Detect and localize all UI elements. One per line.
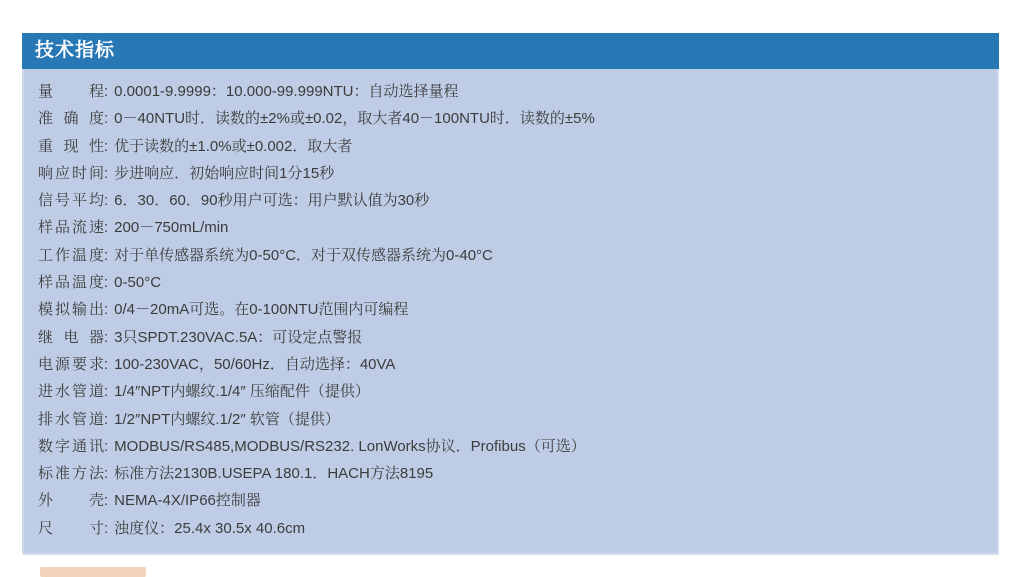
spec-label: 外 壳 <box>38 492 104 510</box>
spec-value: 标准方法2130B.USEPA 180.1．HACH方法8195 <box>114 465 434 483</box>
spec-value: 浊度仪：25.4x 30.5x 40.6cm <box>114 519 306 537</box>
spec-label: 工作温度 <box>38 246 104 264</box>
spec-value: 0－40NTU时．读数的±2%或±0.02，取大者40－100NTU时．读数的±5% <box>114 110 595 128</box>
spec-value: MODBUS/RS485,MODBUS/RS232. LonWorks协议．Profibus（可选） <box>114 437 586 455</box>
spec-label: 尺 寸 <box>38 519 104 537</box>
spec-separator: : <box>104 110 109 128</box>
spec-list <box>22 69 999 555</box>
spec-row <box>38 324 983 351</box>
spec-row <box>38 133 983 160</box>
spec-separator: : <box>104 355 109 373</box>
spec-label: 信号平均 <box>38 192 104 210</box>
spec-value: 优于读数的±1.0%或±0.002．取大者 <box>114 137 353 155</box>
spec-row <box>38 515 983 542</box>
spec-value: 0.0001-9.9999：10.000-99.999NTU：自动选择量程 <box>114 83 459 100</box>
spec-row <box>38 351 983 378</box>
spec-row <box>38 160 983 187</box>
spec-separator: : <box>104 437 109 455</box>
spec-value: 6．30．60．90秒用户可选：用户默认值为30秒 <box>114 192 430 210</box>
spec-value: NEMA-4X/IP66控制器 <box>114 492 261 510</box>
spec-value: 100-230VAC，50/60Hz．自动选择：40VA <box>114 355 396 373</box>
spec-value: 步进响应．初始响应时间1分15秒 <box>114 164 335 182</box>
spec-separator: : <box>104 137 109 155</box>
spec-row <box>38 105 983 132</box>
spec-value: 0-50°C <box>114 274 162 292</box>
spec-separator: : <box>104 465 109 483</box>
spec-separator: : <box>104 83 109 100</box>
section-title: 技术指标 <box>35 40 116 61</box>
spec-row <box>38 214 983 241</box>
spec-separator: : <box>104 219 109 237</box>
spec-label: 准 确 度 <box>38 110 104 128</box>
spec-label: 模拟输出 <box>38 301 104 319</box>
spec-section <box>22 33 999 555</box>
spec-value: 0/4－20mA可选。在0-100NTU范围内可编程 <box>114 301 409 319</box>
section-header <box>22 33 999 69</box>
spec-value: 3只SPDT.230VAC.5A：可设定点警报 <box>114 328 363 346</box>
spec-separator: : <box>104 519 109 537</box>
spec-separator: : <box>104 301 109 319</box>
spec-row <box>38 269 983 296</box>
spec-label: 样品流速 <box>38 219 104 237</box>
spec-label: 重 现 性 <box>38 137 104 155</box>
spec-label: 进水管道 <box>38 383 104 401</box>
spec-value: 1/2″NPT内螺纹.1/2″ 软管（提供） <box>114 410 340 428</box>
spec-label: 响应时间 <box>38 164 104 182</box>
spec-label: 样品温度 <box>38 274 104 292</box>
spec-label: 排水管道 <box>38 410 104 428</box>
spec-row <box>38 78 983 105</box>
spec-separator: : <box>104 274 109 292</box>
spec-row <box>38 460 983 487</box>
spec-separator: : <box>104 492 109 510</box>
spec-label: 电源要求 <box>38 355 104 373</box>
spec-row <box>38 187 983 214</box>
spec-row <box>38 406 983 433</box>
spec-separator: : <box>104 328 109 346</box>
spec-label: 标准方法 <box>38 465 104 483</box>
spec-label: 数字通讯 <box>38 437 104 455</box>
spec-row <box>38 296 983 323</box>
spec-separator: : <box>104 383 109 401</box>
spec-label: 量 程 <box>38 83 104 100</box>
spec-value: 对于单传感器系统为0-50°C．对于双传感器系统为0-40°C <box>114 246 493 264</box>
spec-value: 200－750mL/min <box>114 219 229 237</box>
spec-value: 1/4″NPT内螺纹.1/4″ 压缩配件（提供） <box>114 383 370 401</box>
spec-row <box>38 433 983 460</box>
spec-row <box>38 487 983 514</box>
spec-separator: : <box>104 164 109 182</box>
spec-row <box>38 242 983 269</box>
spec-label: 继 电 器 <box>38 328 104 346</box>
spec-row <box>38 378 983 405</box>
spec-separator: : <box>104 192 109 210</box>
spec-separator: : <box>104 410 109 428</box>
spec-separator: : <box>104 246 109 264</box>
